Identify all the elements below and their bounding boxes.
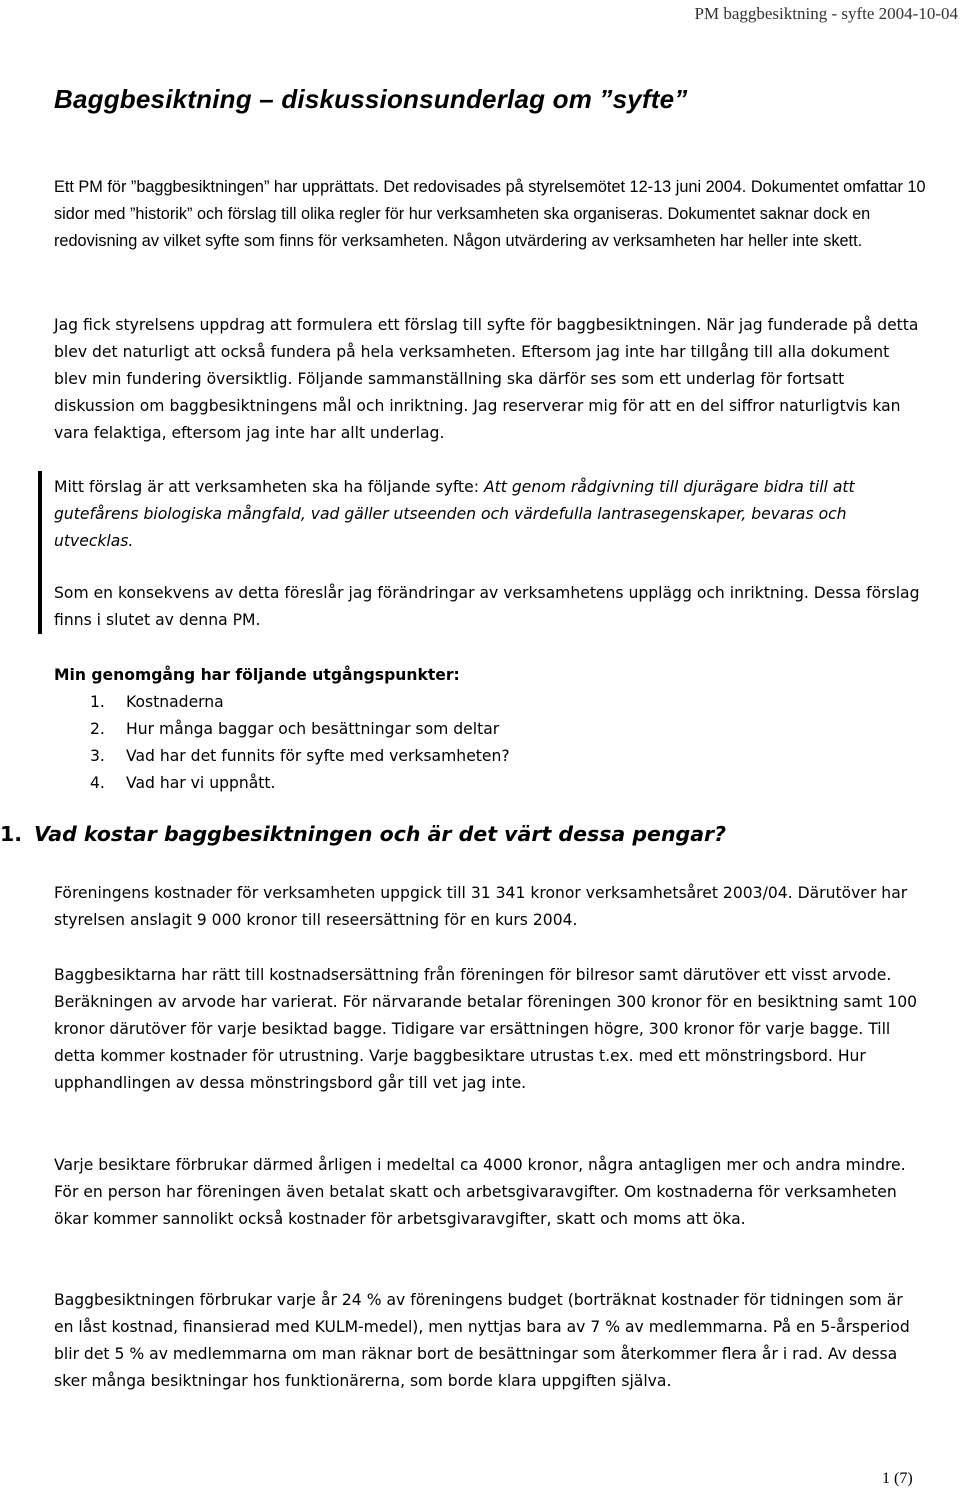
list-item-number: 2. [90, 720, 105, 738]
section-number: 1. [0, 822, 23, 846]
list-item [54, 716, 510, 743]
list-item-number: 1. [90, 693, 105, 711]
proposal-lead: Mitt förslag är att verksamheten ska ha följande syfte: [54, 478, 484, 496]
paragraph-costs: Föreningens kostnader för verksamheten uppgick till 31 341 kronor verksamhetsåret 2003/04. Därutöver har styrelsen anslagit 9 000 kronor till reseersättning för en kurs 2004. [54, 884, 908, 929]
list-item [54, 770, 510, 797]
list-item-text: Vad har vi uppnått. [126, 774, 276, 792]
paragraph-background: Ett PM för ”baggbesiktningen” har upprättats. Det redovisades på styrelsemötet 12-13 juni 2004. Dokumentet omfattar 10 sidor med ”historik” och förslag till olika regler för hur verksamheten ska organiseras. Dokumentet saknar dock en redovisning av vilket syfte som finns för verksamheten. Någon utvärdering av verksamheten har heller inte skett. [54, 178, 926, 250]
list-item [54, 689, 510, 716]
section-heading [0, 822, 726, 846]
list-item-text: Hur många baggar och besättningar som deltar [126, 720, 500, 738]
starting-points-heading: Min genomgång har följande utgångspunkter: [54, 666, 460, 684]
starting-points-list [54, 689, 510, 797]
change-bar [38, 471, 42, 634]
list-item-text: Vad har det funnits för syfte med verksamheten? [126, 747, 510, 765]
list-item [54, 743, 510, 770]
paragraph-compensation: Baggbesiktarna har rätt till kostnadsersättning från föreningen för bilresor samt därutöver ett visst arvode. Beräkningen av arvode har varierat. För närvarande betalar föreningen 300 kronor för en besiktning samt 100 kronor därutöver för varje besiktad bagge. Tidigare var ersättningen högre, 300 kronor för varje bagge. Till detta kommer kostnader för utrustning. Varje baggbesiktare utrustas t.ex. med ett mönstringsbord. Hur upphandlingen av dessa mönstringsbord går till vet jag inte. [54, 966, 918, 1092]
paragraph-budget-share: Baggbesiktningen förbrukar varje år 24 % av föreningens budget (borträknat kostnader för tidningen som är en låst kostnad, finansierad med KULM-medel), men nyttjas bara av 7 % av medlemmarna. På en 5-årsperiod blir det 5 % av medlemmarna om man räknar bort de besättningar som återkommer flera år i rad. Av dessa sker många besiktningar hos funktionärerna, som borde klara uppgiften själva. [54, 1291, 910, 1390]
page-number: 1 (7) [882, 1470, 913, 1487]
proposal-purpose: Att genom rådgivning till djurägare bidra till att gutefårens biologiska mångfald, vad gäller utseenden och värdefulla lantrasegenskaper, bevaras och utvecklas. [54, 478, 855, 550]
paragraph-assignment: Jag fick styrelsens uppdrag att formulera ett förslag till syfte för baggbesiktningen. När jag funderade på detta blev det naturligt att också fundera på hela verksamheten. Eftersom jag inte har tillgång till alla dokument blev min fundering översiktlig. Följande sammanställning ska därför ses som ett underlag för fortsatt diskussion om baggbesiktningens mål och inriktning. Jag reserverar mig för att en del siffror naturligtvis kan vara felaktiga, eftersom jag inte har allt underlag. [54, 316, 919, 442]
paragraph-annual-usage: Varje besiktare förbrukar därmed årligen i medeltal ca 4000 kronor, några antagligen mer och andra mindre. För en person har föreningen även betalat skatt och arbetsgivaravgifter. Om kostnaderna för verksamheten ökar kommer sannolikt också kostnader för arbetsgivaravgifter, skatt och moms att öka. [54, 1156, 906, 1228]
list-item-number: 4. [90, 774, 105, 792]
list-item-text: Kostnaderna [126, 693, 224, 711]
paragraph-proposal [54, 474, 926, 555]
paragraph-consequence: Som en konsekvens av detta föreslår jag förändringar av verksamhetens upplägg och inriktning. Dessa förslag finns i slutet av denna PM. [54, 584, 920, 629]
running-header: PM baggbesiktning - syfte 2004-10-04 [694, 4, 958, 23]
document-title: Baggbesiktning – diskussionsunderlag om ”syfte” [54, 84, 688, 114]
section-title: Vad kostar baggbesiktningen och är det värt dessa pengar? [34, 822, 727, 846]
list-item-number: 3. [90, 747, 105, 765]
